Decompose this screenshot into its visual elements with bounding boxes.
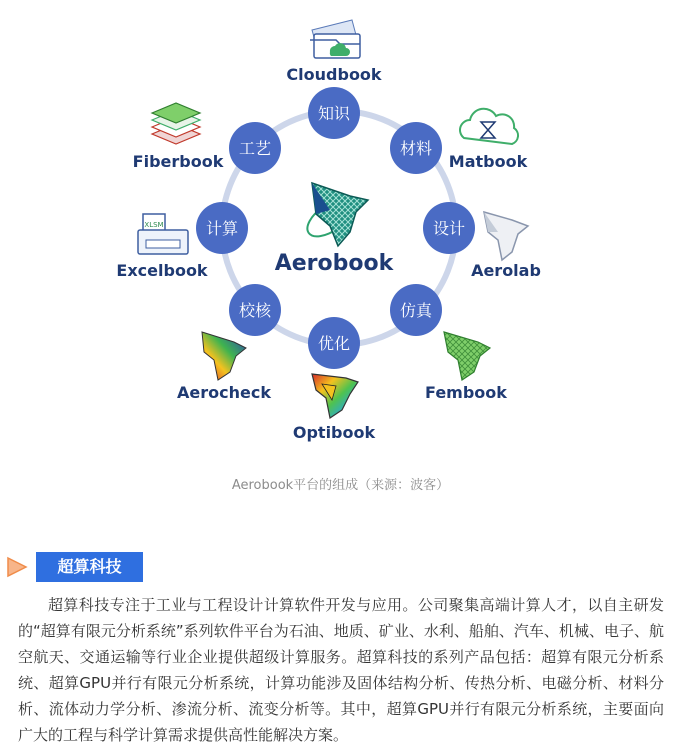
cloud-hourglass-icon	[460, 109, 518, 144]
green-mesh-jet-icon	[444, 332, 490, 380]
ring-node-verification	[229, 284, 281, 336]
product-excelbook	[116, 214, 208, 280]
jet-outline-icon	[484, 212, 528, 260]
product-fiberbook	[133, 103, 224, 171]
ring-node-label: 计算	[205, 219, 239, 238]
printer-icon	[138, 214, 188, 254]
product-label: Fiberbook	[132, 152, 224, 171]
ring-node-label: 校核	[238, 301, 272, 320]
ring-node-materials	[390, 122, 442, 174]
center-title: Aerobook	[274, 251, 394, 276]
ring-node-optimization	[308, 317, 360, 369]
optimized-jet-icon	[312, 374, 358, 418]
ring-node-label: 设计	[432, 219, 466, 238]
aerobook-jet-icon	[301, 183, 368, 246]
product-label: Matbook	[448, 152, 528, 171]
cloud-folder-icon	[310, 20, 360, 58]
product-label: Aerocheck	[177, 383, 271, 402]
product-cloudbook	[286, 20, 382, 84]
ring-node-label: 仿真	[399, 301, 433, 320]
product-label: Fembook	[425, 383, 507, 402]
product-label: Optibook	[292, 423, 376, 442]
play-arrow-icon	[6, 556, 28, 578]
ring-node-computation	[196, 202, 248, 254]
ring-node-knowledge	[308, 87, 360, 139]
stacked-layers-icon	[152, 103, 200, 144]
product-aerolab	[471, 212, 541, 280]
product-matbook	[449, 109, 528, 171]
ring-node-label: 材料	[399, 139, 433, 158]
product-label: Excelbook	[116, 261, 208, 280]
product-aerocheck	[177, 332, 271, 402]
ring-node-process	[229, 122, 281, 174]
product-label: Aerolab	[471, 261, 541, 280]
section-header	[6, 552, 206, 582]
product-optibook	[293, 374, 376, 442]
ring-node-label: 工艺	[238, 139, 272, 158]
ring-node-label: 知识	[317, 104, 351, 123]
product-fembook	[425, 332, 507, 402]
ring-node-design	[423, 202, 475, 254]
xlsm-label: XLSM	[144, 221, 164, 229]
ring-node-simulation	[390, 284, 442, 336]
product-label: Cloudbook	[286, 65, 382, 84]
stress-jet-icon	[202, 332, 246, 380]
ring-node-label: 优化	[317, 334, 351, 353]
figure-caption: Aerobook平台的组成（来源：波客）	[231, 478, 450, 493]
section-title: 超算科技	[36, 552, 143, 582]
section-paragraph: 超算科技专注于工业与工程设计计算软件开发与应用。公司聚集高端计算人才，以自主研发的“超算有限元分析系统”系列软件平台为石油、地质、矿业、水利、船舶、汽车、机械、电子、航空航天、交通运输等行业企业提供超级计算服务。超算科技的系列产品包括：超算有限元分析系统、超算GPU并行有限元分析系统，计算功能涉及固体结构分析、传热分析、电磁分析、材料分析、流体动力学分析、渗流分析、流变分析等。其中，超算GPU并行有限元分析系统，主要面向广大的工程与科学计算需求提供高性能解决方案。	[18, 596, 664, 744]
aerobook-center-logo	[275, 183, 395, 276]
